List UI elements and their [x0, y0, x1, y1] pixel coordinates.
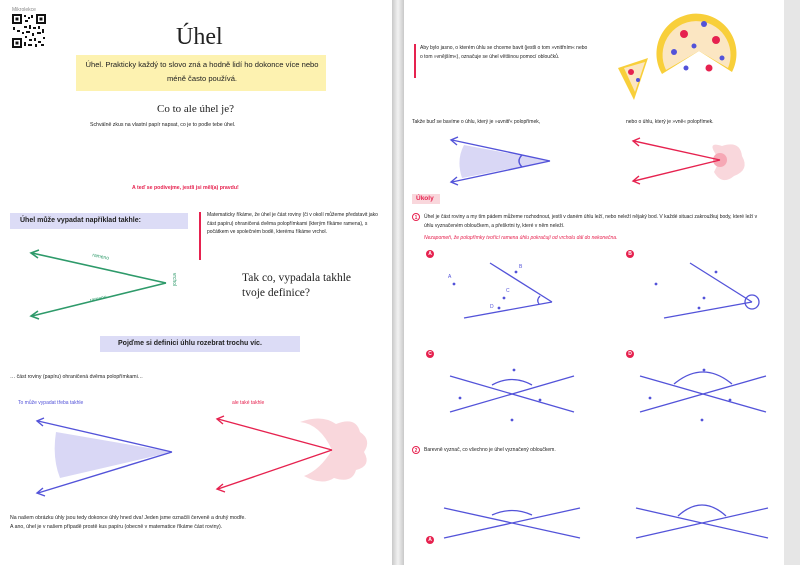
question-sub: Schválně zkus na vlastní papír napsat, co je to podle tebe úhel.	[90, 122, 236, 128]
vertex-label: vrchol	[171, 272, 178, 287]
outer-angle-figure	[0, 0, 392, 565]
point-label-a: A	[448, 274, 452, 280]
definition-text: Matematicky říkáme, že úhel je část roviny (či v okolí můžeme představit jako část papíru) ohraničená dvěma polopřímkami (kterým říkáme ramena), s počátkem ve společném bodě, kterému říkáme vrchol.	[207, 212, 378, 235]
left-page	[0, 0, 392, 565]
part-label: … část roviny (papíru) ohraničená dvěma polopřímkami…	[10, 374, 143, 380]
task1-note: Nezapomeň, že polopřímky tvořící ramena úhlu pokračují od vrcholu dál do nekonečna.	[424, 235, 618, 241]
arm-bottom-label: rameno	[89, 294, 108, 304]
task2-a-badge: A	[426, 536, 434, 544]
task2-number: 2	[412, 446, 420, 454]
point-label-c: C	[506, 288, 510, 294]
book-edge	[784, 0, 800, 565]
exercise-c-badge: C	[426, 350, 434, 358]
qr-label: Mikrolekce	[12, 7, 36, 13]
question-heading: Co to ale úhel je?	[157, 103, 234, 115]
book-gutter	[392, 0, 404, 565]
point-label-d: D	[490, 304, 494, 310]
prompt-text: A teď se podívejme, jestli jsi měl(a) pravdu!	[132, 185, 239, 191]
task1-text: Úhel je část roviny a my tím pádem můžeme rozhodnout, jestli v daném úhlu leží, nebo neleží nějaký bod. V každé situaci zakroužkuj body, které leží v úhlu vyznačeném obloučkem, a přeškrtni ty, které v něm neleží.	[424, 214, 758, 229]
exercise-d-badge: D	[626, 350, 634, 358]
page-title: Úhel	[176, 24, 223, 50]
point-label-b: B	[519, 264, 523, 270]
task2-figures	[404, 0, 784, 565]
quote-text: Aby bylo jasno, o kterém úhlu se chceme bavit (jestli o tom »vnitřním« nebo o tom »vnějším«), označuje se úhel většinou pomocí obloučků.	[420, 45, 588, 60]
right-page	[404, 0, 784, 565]
tasks-title: Úkoly	[416, 195, 434, 202]
your-definition-question: Tak co, vypadala takhle tvoje definice?	[242, 272, 352, 299]
inner-caption: Takže buď se bavíme o úhlu, který je »uvnitř« polopřímek,	[412, 119, 541, 125]
outer-caption: nebo o úhlu, který je »vně« polopřímek.	[626, 119, 714, 125]
left-caption: To může vypadat třeba takhle	[18, 400, 84, 406]
analyze-label: Pojďme si definici úhlu rozebrat trochu víc.	[118, 340, 262, 347]
example-label: Úhel může vypadat například takhle:	[20, 217, 141, 224]
arm-top-label: rameno	[91, 252, 110, 262]
exercise-a-badge: A	[426, 250, 434, 258]
task2-text: Barevně vyznač, co všechno je úhel vyznačený obloučkem.	[424, 447, 556, 453]
exercise-b-badge: B	[626, 250, 634, 258]
closing-text: Na našem obrázku úhly jsou tedy dokonce úhly hned dva! Jeden jsme označili červeně a druhý modře. A ano, úhel je v našem případě prostě kus papíru (obecně v matematice říkáme část roviny).	[10, 515, 246, 530]
task1-number: 1	[412, 213, 420, 221]
right-caption: ale také takhle	[232, 400, 265, 406]
intro-text: Úhel. Prakticky každý to slovo zná a hodně lidí ho dokonce více nebo méně často používá.	[85, 60, 319, 83]
